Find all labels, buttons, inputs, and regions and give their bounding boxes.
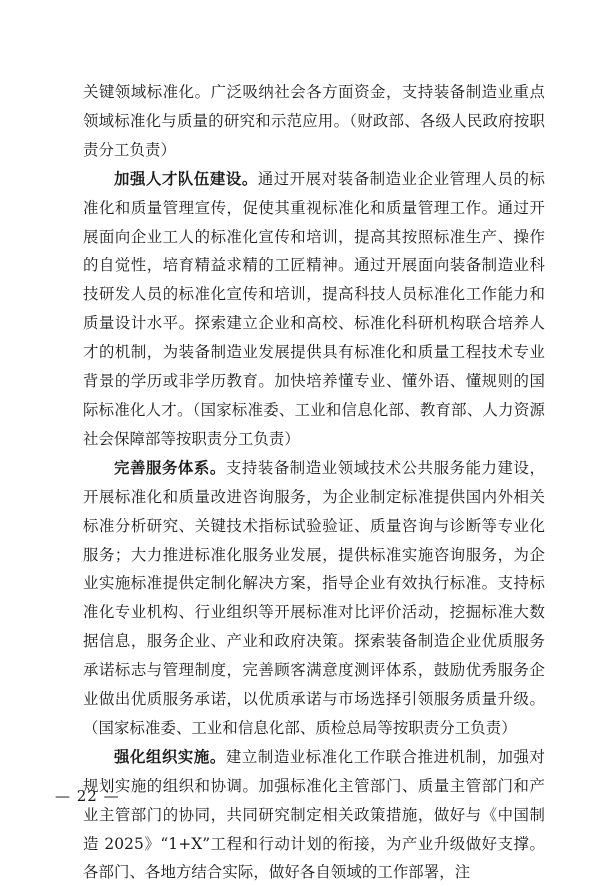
paragraph-lead: 加强人才队伍建设。 <box>114 169 258 188</box>
paragraph-organization <box>83 743 545 887</box>
paragraph-text: 支持装备制造业领域技术公共服务能力建设，开展标准化和质量改进咨询服务，为企业制定标准提供国内外相关标准分析研究、关键技术指标试验验证、质量咨询与诊断等专业化服务；大力推进标准化服务业发展，提供标准实施咨询服务，为企业实施标准提供定制化解决方案，指导企业有效执行标准。支持标准化专业机构、行业组织等开展标准对比评价活动，挖掘标准大数据信息，服务企业、产业和政府决策。探索装备制造企业优质服务承诺标志与管理制度，完善顾客满意度测评体系，鼓励优秀服务企业做出优质服务承诺，以优质承诺与市场选择引领服务质量升级。（国家标准委、工业和信息化部、质检总局等按职责分工负责） <box>83 458 545 737</box>
paragraph-funding-continuation <box>83 78 545 165</box>
paragraph-talent-team <box>83 165 545 454</box>
paragraph-text: 建立制造业标准化工作联合推进机制，加强对规划实施的组织和协调。加强标准化主管部门、质量主管部门和产业主管部门的协同，共同研究制定相关政策措施，做好与《中国制造 2025》“1+X”工程和行动计划的衔接，为产业升级做好支撑。各部门、各地方结合实际，做好各自领域的工作部署，注 <box>83 747 545 882</box>
paragraph-lead: 强化组织实施。 <box>114 747 226 766</box>
paragraph-text: 关键领域标准化。广泛吸纳社会各方面资金，支持装备制造业重点领域标准化与质量的研究和示范应用。（财政部、各级人民政府按职责分工负责） <box>83 83 545 159</box>
paragraph-lead: 完善服务体系。 <box>114 458 226 477</box>
paragraph-text: 通过开展对装备制造业企业管理人员的标准化和质量管理宣传，促使其重视标准化和质量管理工作。通过开展面向企业工人的标准化宣传和培训，提高其按照标准生产、操作的自觉性，培育精益求精的工匠精神。通过开展面向装备制造业科技研发人员的标准化宣传和培训，提高科技人员标准化工作能力和质量设计水平。探索建立企业和高校、标准化科研机构联合培养人才的机制，为装备制造业发展提供具有标准化和质量工程技术专业背景的学历或非学历教育。加快培养懂专业、懂外语、懂规则的国际标准化人才。（国家标准委、工业和信息化部、教育部、人力资源社会保障部等按职责分工负责） <box>83 169 545 448</box>
paragraph-service-system <box>83 454 545 743</box>
body-text <box>83 78 545 887</box>
page-number: — 22 — <box>55 787 120 805</box>
